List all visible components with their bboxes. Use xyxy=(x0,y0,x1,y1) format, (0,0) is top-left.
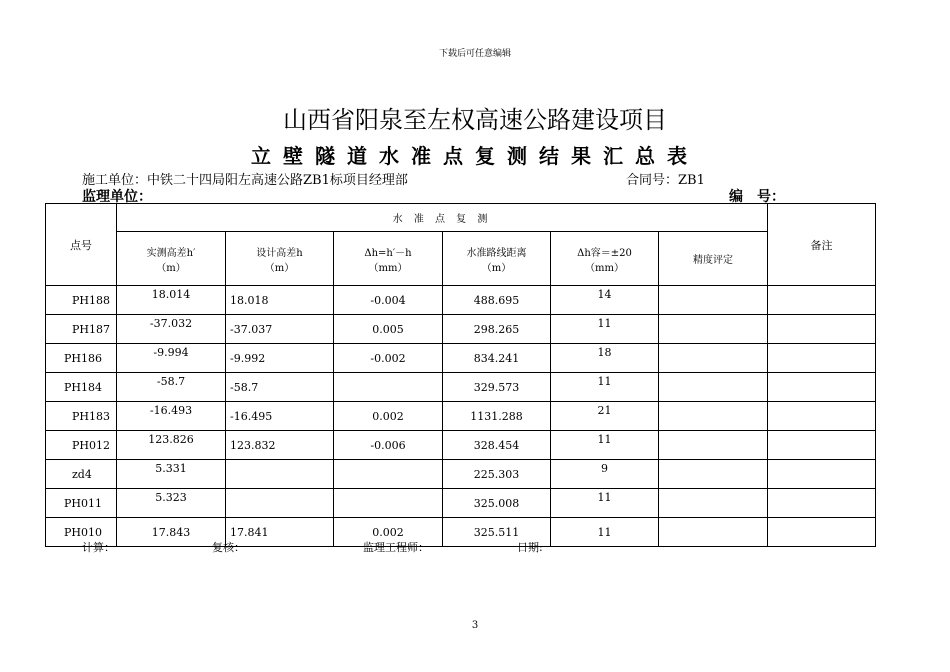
cell-remarks xyxy=(768,402,876,431)
footer-engineer: 监理工程师： xyxy=(363,541,429,554)
header-note: 下载后可任意编辑 xyxy=(438,49,511,59)
cell-measured: 17.843 xyxy=(117,518,226,547)
supervisor-label: 监理单位： xyxy=(82,189,152,205)
cell-distance: 488.695 xyxy=(443,286,551,315)
cell-measured: 123.826 xyxy=(117,431,226,460)
document-title: 山西省阳泉至左权高速公路建设项目 xyxy=(283,106,667,134)
cell-measured: -37.032 xyxy=(117,315,226,344)
header-point: 点号 xyxy=(46,204,117,286)
cell-remarks xyxy=(768,518,876,547)
document-subtitle: 立壁隧道水准点复测结果汇总表 xyxy=(251,144,699,168)
cell-measured: -9.994 xyxy=(117,344,226,373)
table-row xyxy=(46,489,876,518)
cell-tolerance: 11 xyxy=(551,315,659,344)
contract-number-label: 合同号：ZB1 xyxy=(626,173,705,188)
table-row xyxy=(46,286,876,315)
table-row xyxy=(46,518,876,547)
cell-tolerance: 11 xyxy=(551,518,659,547)
header-tolerance-unit: （mm） xyxy=(585,262,624,274)
cell-remarks xyxy=(768,344,876,373)
cell-precision xyxy=(659,315,768,344)
cell-design: 17.841 xyxy=(226,518,334,547)
cell-tolerance: 11 xyxy=(551,489,659,518)
cell-measured: 5.323 xyxy=(117,489,226,518)
cell-delta xyxy=(334,460,443,489)
cell-measured: -16.493 xyxy=(117,402,226,431)
cell-delta: -0.002 xyxy=(334,344,443,373)
cell-precision xyxy=(659,518,768,547)
cell-delta: 0.002 xyxy=(334,518,443,547)
header-delta xyxy=(334,232,443,286)
header-distance-unit: （m） xyxy=(481,262,512,274)
cell-point: zd4 xyxy=(46,460,117,489)
cell-precision xyxy=(659,460,768,489)
cell-design xyxy=(226,460,334,489)
header-measured-label: 实测高差h′ xyxy=(146,247,196,259)
header-distance-label: 水准路线距离 xyxy=(466,247,527,259)
header-remarks: 备注 xyxy=(768,204,876,286)
header-measured-unit: （m） xyxy=(156,262,186,274)
table-row xyxy=(46,460,876,489)
cell-precision xyxy=(659,402,768,431)
header-delta-label: Δh=h′－h xyxy=(364,247,412,259)
cell-point: PH188 xyxy=(46,286,117,315)
cell-distance: 298.265 xyxy=(443,315,551,344)
cell-delta xyxy=(334,489,443,518)
cell-remarks xyxy=(768,489,876,518)
cell-design xyxy=(226,489,334,518)
cell-distance: 1131.288 xyxy=(443,402,551,431)
header-design-unit: （m） xyxy=(264,262,295,274)
cell-remarks xyxy=(768,373,876,402)
cell-design: -9.992 xyxy=(226,344,334,373)
cell-design: 123.832 xyxy=(226,431,334,460)
cell-distance: 325.511 xyxy=(443,518,551,547)
cell-design: -16.495 xyxy=(226,402,334,431)
table-row xyxy=(46,373,876,402)
cell-distance: 834.241 xyxy=(443,344,551,373)
cell-delta: -0.004 xyxy=(334,286,443,315)
table-row xyxy=(46,315,876,344)
cell-delta xyxy=(334,373,443,402)
cell-tolerance: 11 xyxy=(551,373,659,402)
cell-distance: 325.008 xyxy=(443,489,551,518)
table-row xyxy=(46,431,876,460)
cell-remarks xyxy=(768,286,876,315)
cell-remarks xyxy=(768,460,876,489)
cell-tolerance: 11 xyxy=(551,431,659,460)
cell-point: PH187 xyxy=(46,315,117,344)
cell-precision xyxy=(659,431,768,460)
header-distance xyxy=(443,232,551,286)
cell-precision xyxy=(659,373,768,402)
cell-measured: 5.331 xyxy=(117,460,226,489)
page-number: 3 xyxy=(471,620,479,631)
header-tolerance-label: Δh容＝±20 xyxy=(577,247,632,259)
cell-distance: 328.454 xyxy=(443,431,551,460)
header-design xyxy=(226,232,334,286)
header-precision: 精度评定 xyxy=(659,232,768,286)
table-row xyxy=(46,402,876,431)
footer-calc: 计算： xyxy=(82,541,115,554)
cell-point: PH183 xyxy=(46,402,117,431)
cell-point: PH011 xyxy=(46,489,117,518)
cell-tolerance: 14 xyxy=(551,286,659,315)
cell-point: PH010 xyxy=(46,518,117,547)
header-delta-unit: （mm） xyxy=(368,262,408,274)
cell-point: PH012 xyxy=(46,431,117,460)
contractor-label: 施工单位：中铁二十四局阳左高速公路ZB1标项目经理部 xyxy=(82,173,408,188)
table-row xyxy=(46,344,876,373)
cell-remarks xyxy=(768,431,876,460)
cell-precision xyxy=(659,489,768,518)
cell-tolerance: 21 xyxy=(551,402,659,431)
cell-measured: 18.014 xyxy=(117,286,226,315)
cell-precision xyxy=(659,344,768,373)
cell-design: 18.018 xyxy=(226,286,334,315)
cell-delta: 0.005 xyxy=(334,315,443,344)
cell-point: PH186 xyxy=(46,344,117,373)
cell-distance: 329.573 xyxy=(443,373,551,402)
cell-measured: -58.7 xyxy=(117,373,226,402)
cell-tolerance: 9 xyxy=(551,460,659,489)
leveling-results-table xyxy=(45,203,876,547)
cell-delta: -0.006 xyxy=(334,431,443,460)
number-label: 编 号： xyxy=(729,189,785,205)
header-tolerance xyxy=(551,232,659,286)
cell-tolerance: 18 xyxy=(551,344,659,373)
cell-precision xyxy=(659,286,768,315)
header-group-recheck: 水 准 点 复 测 xyxy=(117,204,768,232)
footer-date: 日期: xyxy=(517,541,543,554)
cell-delta: 0.002 xyxy=(334,402,443,431)
footer-review: 复核： xyxy=(212,541,245,554)
header-measured xyxy=(117,232,226,286)
cell-design: -58.7 xyxy=(226,373,334,402)
cell-distance: 225.303 xyxy=(443,460,551,489)
cell-remarks xyxy=(768,315,876,344)
cell-design: -37.037 xyxy=(226,315,334,344)
header-design-label: 设计高差h xyxy=(256,247,303,259)
cell-point: PH184 xyxy=(46,373,117,402)
